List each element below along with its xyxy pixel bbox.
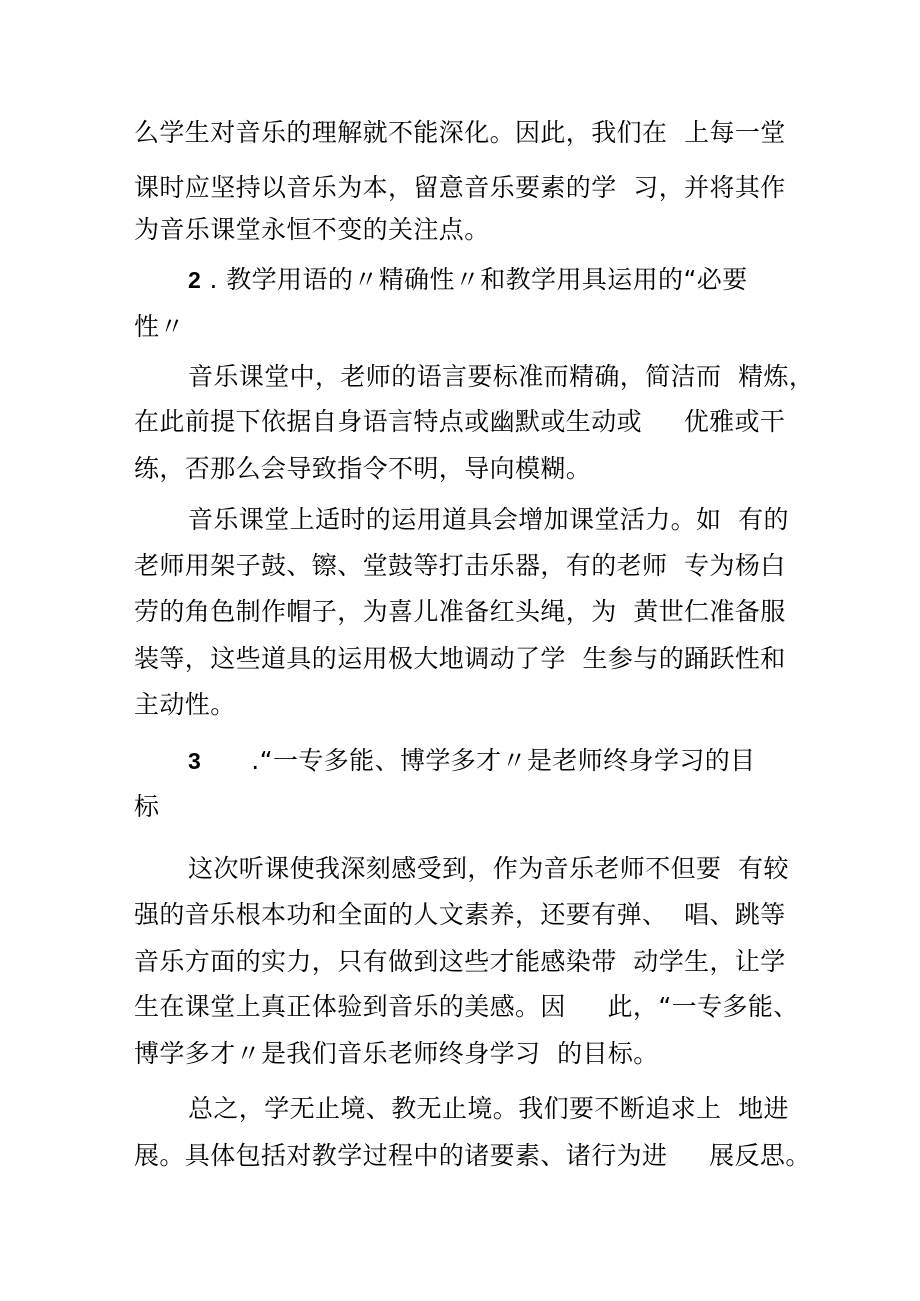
paragraph-1-line-2: 课时应坚持以音乐为本，留意音乐要素的学 习，并将其作 — [134, 173, 786, 202]
paragraph-4-line-5: 博学多才〃是我们音乐老师终身学习 的目标。 — [134, 1039, 659, 1068]
paragraph-2-line-3: 练，否那么会导致指令不明，导向模糊。 — [134, 454, 592, 483]
section-3-heading — [188, 745, 756, 777]
section-2-title-line-1: . 教学用语的〃精确性〃和教学用具运用的“必要 — [201, 265, 748, 294]
paragraph-3-line-1: 音乐课堂上适时的运用道具会增加课堂活力。如 有的 — [188, 505, 789, 534]
paragraph-1-line-1: 么学生对音乐的理解就不能深化。因此，我们在 上每一堂 — [134, 118, 786, 147]
paragraph-4-line-3: 音乐方面的实力，只有做到这些才能感染带 动学生，让学 — [134, 947, 786, 976]
paragraph-5-line-2: 展。具体包括对教学过程中的诸要素、诸行为进 展反思。 — [134, 1141, 811, 1170]
paragraph-3-line-3: 劳的角色制作帽子，为喜儿准备红头绳，为 黄世仁准备服 — [134, 597, 786, 626]
paragraph-4-line-2: 强的音乐根本功和全面的人文素养，还要有弹、 唱、跳等 — [134, 900, 786, 929]
section-2-title-line-2: 性〃 — [134, 312, 185, 341]
paragraph-2-line-2: 在此前提下依据自身语言特点或幽默或生动或 优雅或干 — [134, 407, 786, 436]
paragraph-3-line-5: 主动性。 — [134, 690, 236, 719]
paragraph-2-line-1: 音乐课堂中，老师的语言要标准而精确，简洁而 精炼， — [188, 362, 815, 391]
section-2-heading — [188, 264, 748, 296]
paragraph-4-line-4: 生在课堂上真正体验到音乐的美感。因 此，“一专多能、 — [134, 992, 799, 1021]
section-3-number: 3 — [188, 748, 202, 774]
section-3-title-line-2: 标 — [134, 792, 160, 821]
paragraph-4-line-1: 这次听课使我深刻感受到，作为音乐老师不但要 有较 — [188, 854, 789, 883]
paragraph-5-line-1: 总之，学无止境、教无止境。我们要不断追求上 地进 — [188, 1094, 789, 1123]
paragraph-3-line-4: 装等，这些道具的运用极大地调动了学 生参与的踊跃性和 — [134, 644, 786, 673]
section-2-number: 2 — [188, 267, 202, 293]
section-3-title-line-1: .“一专多能、博学多才〃是老师终身学习的目 — [201, 746, 756, 775]
paragraph-3-line-2: 老师用架子鼓、镲、堂鼓等打击乐器，有的老师 专为杨白 — [134, 551, 786, 580]
paragraph-1-line-3: 为音乐课堂永恒不变的关注点。 — [134, 215, 490, 244]
